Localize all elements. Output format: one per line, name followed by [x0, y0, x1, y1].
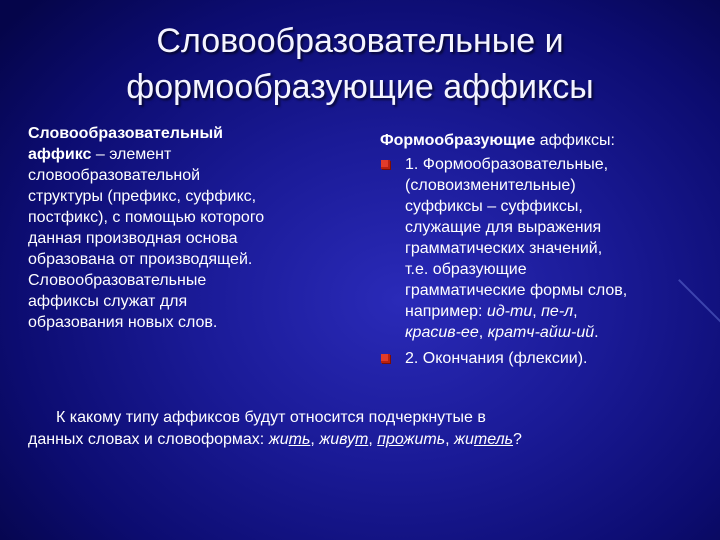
item-line: 1. Формообразовательные,	[405, 156, 609, 173]
definition-line: Словообразовательные	[28, 272, 207, 289]
square-bullet-icon	[381, 354, 390, 363]
separator: ?	[513, 431, 522, 448]
word-zhivut	[319, 431, 368, 448]
separator: .	[594, 324, 599, 341]
definition-line: структуры (префикс, суффикс,	[28, 188, 257, 205]
question-text	[28, 407, 708, 451]
example-word: пе-л	[541, 303, 574, 320]
example-word: красив-ее	[405, 324, 479, 341]
item-line: (словоизменительные)	[405, 177, 576, 194]
separator: ,	[445, 431, 454, 448]
item-line: суффиксы – суффиксы,	[405, 198, 583, 215]
term-line-2: аффикс	[28, 146, 92, 163]
separator: ,	[310, 431, 320, 448]
definition-line: образована от производящей.	[28, 251, 253, 268]
word-zhitel	[454, 431, 513, 448]
right-heading	[380, 130, 710, 151]
separator: ,	[478, 324, 488, 341]
underlined-part: т	[354, 431, 369, 448]
word-part: жи	[454, 431, 474, 448]
question-line-2: данных словах и словоформах:	[28, 431, 269, 448]
underlined-part: тель	[473, 431, 514, 448]
slide-title	[40, 18, 680, 110]
left-definition	[28, 123, 338, 333]
heading-rest: аффиксы:	[535, 132, 615, 149]
separator: ,	[532, 303, 542, 320]
separator: ,	[368, 431, 378, 448]
item-line: грамматические формы слов,	[405, 282, 628, 299]
example-prefix: например:	[405, 303, 487, 320]
title-line-1: Словообразовательные и	[156, 22, 564, 60]
definition-tail: – элемент	[91, 146, 172, 163]
underlined-part: про	[377, 431, 404, 448]
example-word: кратч-айш-ий	[487, 324, 595, 341]
definition-line: словообразовательной	[28, 167, 201, 184]
title-line-2: формообразующие аффиксы	[126, 68, 594, 106]
bullet-item-1	[380, 154, 710, 343]
word-part: жи	[268, 431, 289, 448]
definition-line: аффиксы служат для	[28, 293, 188, 310]
square-bullet-icon	[381, 160, 390, 169]
underlined-part: ть	[288, 431, 311, 448]
word-part: живу	[319, 431, 355, 448]
definition-line: постфикс), с помощью которого	[28, 209, 265, 226]
item-line: т.е. образующие	[405, 261, 527, 278]
bullet-item-2	[380, 348, 710, 369]
item-line: служащие для выражения	[405, 219, 602, 236]
heading-bold: Формообразующие	[380, 132, 536, 149]
term-line-1: Словообразовательный	[28, 125, 223, 142]
word-part: жить	[403, 431, 446, 448]
right-column	[380, 130, 710, 374]
word-zhit	[269, 431, 311, 448]
definition-line: данная производная основа	[28, 230, 238, 247]
word-prozhit	[377, 431, 445, 448]
item-line: грамматических значений,	[405, 240, 603, 257]
separator: ,	[573, 303, 578, 320]
definition-line: образования новых слов.	[28, 314, 218, 331]
item-line: 2. Окончания (флексии).	[405, 350, 588, 367]
question-line-1: К какому типу аффиксов будут относится подчеркнутые в	[56, 409, 486, 426]
example-word: ид-ти	[486, 303, 533, 320]
